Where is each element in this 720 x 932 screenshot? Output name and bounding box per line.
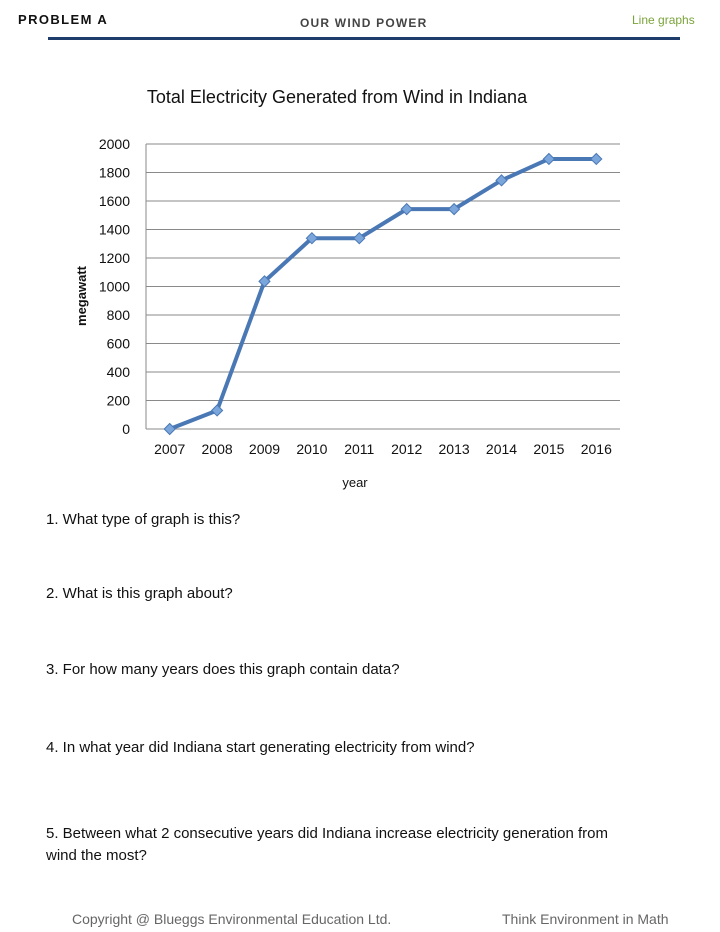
question-2: 2. What is this graph about? (46, 585, 233, 602)
y-tick-label-200: 200 (106, 392, 130, 409)
y-tick-label-1000: 1000 (98, 278, 130, 295)
category-label: Line graphs (632, 13, 695, 27)
problem-label: PROBLEM A (18, 12, 109, 27)
question-5: 5. Between what 2 consecutive years did Indiana increase electricity generation from (46, 825, 608, 842)
data-point-2016 (591, 153, 602, 164)
header-rule (48, 37, 680, 40)
question-5-continued: wind the most? (46, 847, 147, 864)
data-point-2008 (212, 405, 223, 416)
x-tick-label-2014: 2014 (485, 441, 518, 457)
y-axis-label: megawatt (74, 266, 89, 326)
y-tick-label-1800: 1800 (98, 164, 130, 181)
y-tick-labels (99, 136, 130, 437)
gridlines (146, 144, 620, 429)
topic-label: OUR WIND POWER (300, 16, 428, 30)
y-tick-label-800: 800 (106, 307, 130, 323)
series-line (170, 159, 597, 429)
data-markers (164, 153, 602, 434)
footer-copyright: Copyright @ Blueggs Environmental Education Ltd. (72, 911, 392, 927)
y-tick-label-2000: 2000 (98, 136, 130, 152)
x-tick-label-2013: 2013 (438, 441, 470, 457)
footer-tagline: Think Environment in Math (502, 911, 669, 927)
y-tick-label-1400: 1400 (98, 221, 130, 238)
question-3: 3. For how many years does this graph contain data? (46, 661, 400, 678)
chart-title: Total Electricity Generated from Wind in Indiana (146, 87, 528, 107)
y-tick-label-0: 0 (122, 421, 130, 437)
x-tick-label-2015: 2015 (533, 441, 565, 457)
x-axis-label: year (342, 475, 368, 490)
x-tick-label-2012: 2012 (391, 441, 423, 457)
line-chart (0, 130, 680, 500)
data-point-2007 (164, 424, 175, 435)
x-tick-labels (154, 441, 612, 457)
y-tick-label-1600: 1600 (98, 193, 130, 209)
x-tick-label-2007: 2007 (154, 441, 186, 457)
question-4: 4. In what year did Indiana start generating electricity from wind? (46, 739, 475, 756)
y-tick-label-1200: 1200 (98, 250, 130, 266)
x-tick-label-2010: 2010 (296, 441, 328, 457)
x-tick-label-2016: 2016 (580, 441, 612, 457)
x-tick-label-2008: 2008 (201, 441, 233, 457)
question-1: 1. What type of graph is this? (46, 511, 241, 528)
y-tick-label-400: 400 (106, 364, 130, 380)
series-line-0 (170, 159, 597, 429)
x-tick-label-2011: 2011 (344, 441, 375, 457)
y-tick-label-600: 600 (106, 335, 130, 352)
x-tick-label-2009: 2009 (248, 441, 281, 457)
